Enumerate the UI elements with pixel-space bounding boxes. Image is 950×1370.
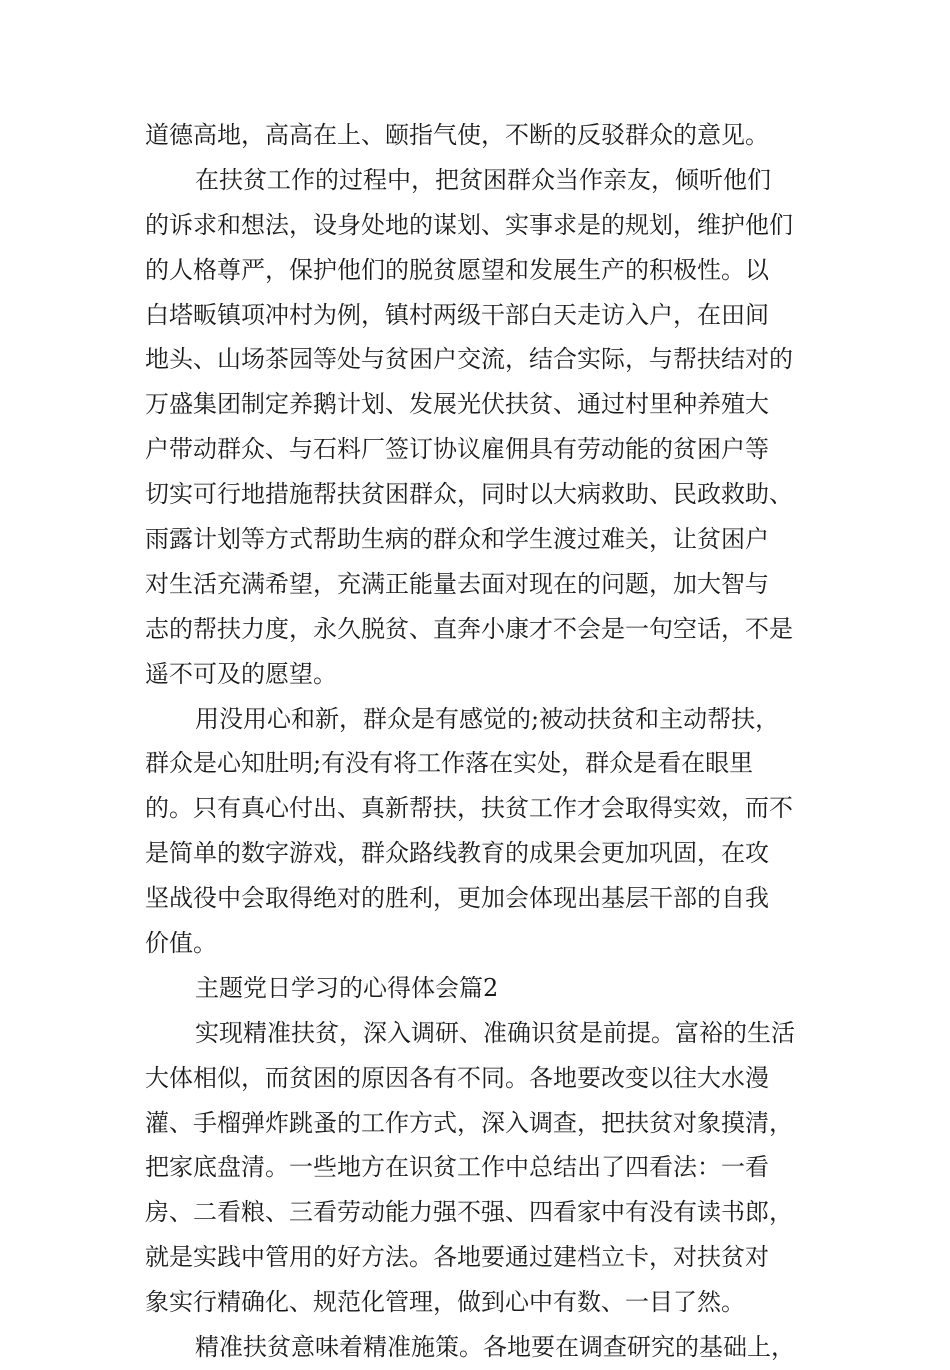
text-line: 在扶贫工作的过程中，把贫困群众当作亲友，倾听他们 [195,165,771,194]
text-line: 精准扶贫意味着精准施策。各地要在调查研究的基础上， [195,1333,795,1362]
text-line: 户带动群众、与石料厂签订协议雇佣具有劳动能的贫困户等 [145,435,769,464]
text-line: 大体相似，而贫困的原因各有不同。各地要改变以往大水漫 [145,1063,769,1092]
text-line: 用没用心和新，群众是有感觉的;被动扶贫和主动帮扶， [195,704,780,733]
text-line: 灌、手榴弹炸跳蚤的工作方式，深入调查，把扶贫对象摸清， [145,1108,793,1137]
text-line: 的诉求和想法，设身处地的谋划、实事求是的规划，维护他们 [145,210,793,239]
text-line: 是简单的数字游戏，群众路线教育的成果会更加巩固，在攻 [145,839,769,868]
text-line: 切实可行地措施帮扶贫困群众，同时以大病救助、民政救助、 [145,480,793,509]
text-line: 雨露计划等方式帮助生病的群众和学生渡过难关，让贫困户 [145,525,769,554]
text-line: 遥不可及的愿望。 [145,659,337,688]
text-line: 白塔畈镇项冲村为例，镇村两级干部白天走访入户，在田间 [145,300,769,329]
text-line: 道德高地，高高在上、颐指气使，不断的反驳群众的意见。 [145,121,769,149]
text-line: 的。只有真心付出、真新帮扶，扶贫工作才会取得实效，而不 [145,794,793,823]
text-line: 就是实践中管用的好方法。各地要通过建档立卡，对扶贫对 [145,1243,769,1272]
text-line: 的人格尊严，保护他们的脱贫愿望和发展生产的积极性。以 [145,255,769,284]
document-body [145,113,820,1370]
text-line: 群众是心知肚明;有没有将工作落在实处，群众是看在眼里 [145,749,754,778]
text-line: 主题党日学习的心得体会篇2 [195,973,499,1002]
text-line: 地头、山场茶园等处与贫困户交流，结合实际，与帮扶结对的 [145,345,793,374]
text-line: 坚战役中会取得绝对的胜利，更加会体现出基层干部的自我 [145,884,769,913]
text-line: 房、二看粮、三看劳动能力强不强、四看家中有没有读书郎， [145,1198,793,1227]
text-line: 实现精准扶贫，深入调研、准确识贫是前提。富裕的生活 [195,1018,795,1047]
text-line: 万盛集团制定养鹅计划、发展光伏扶贫、通过村里种养殖大 [145,390,769,419]
text-line: 象实行精确化、规范化管理，做到心中有数、一目了然。 [145,1288,745,1317]
text-line: 把家底盘清。一些地方在识贫工作中总结出了四看法：一看 [145,1153,769,1182]
text-line: 志的帮扶力度，永久脱贫、直奔小康才不会是一句空话，不是 [145,614,793,643]
text-line: 价值。 [145,929,217,958]
text-line: 对生活充满希望，充满正能量去面对现在的问题，加大智与 [145,569,769,598]
